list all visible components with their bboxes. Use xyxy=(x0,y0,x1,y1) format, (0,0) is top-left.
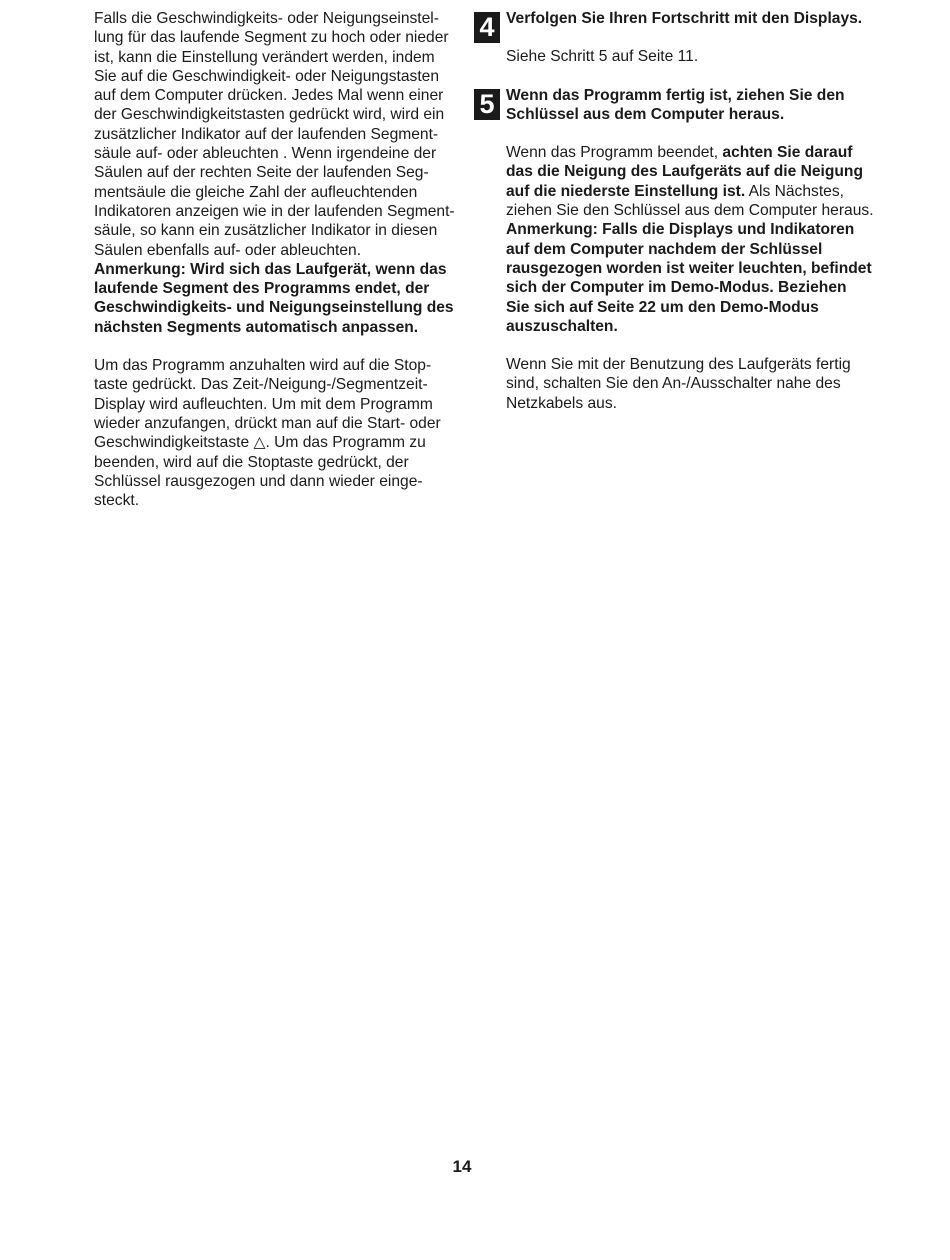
power-off-paragraph: Wenn Sie mit der Benutzung des Laufgeräts fertig sind, schalten Sie den An-/Ausschalter nahe des Netzkabels aus. xyxy=(506,356,851,412)
demo-mode-note: Anmerkung: Falls die Displays und Indikatoren auf dem Computer nachdem der Schlüssel rausgezogen worden ist weiter leuchten, befindet sich der Computer im Demo-Modus. Beziehen Sie sich auf Seite 22 um den Demo-Modus auszuschalten. xyxy=(506,221,872,335)
segment-note: Anmerkung: Wird sich das Laufgerät, wenn das laufende Segment des Programms endet, der Geschwindigkeits- und Neigungseinstellung des nächsten Segments automatisch anpassen. xyxy=(94,260,454,336)
body-text: Wenn das Programm beendet, xyxy=(506,144,723,162)
page-number: 14 xyxy=(452,1157,472,1176)
step-title: Verfolgen Sie Ihren Fortschritt mit den Displays. xyxy=(506,10,863,27)
pause-program-paragraph: Um das Programm anzuhalten wird auf die Stop-taste gedrückt. Das Zeit-/Neigung-/Segmentzeit-Display wird aufleuchten. Um mit dem Programm wieder anzufangen, drückt man auf die Start- oder Geschwindigkeitstaste △. Um das Programm zu beenden, wird auf die Stoptaste gedrückt, der Schlüssel rausgezogen und dann wieder einge-steckt. xyxy=(94,357,441,510)
right-column xyxy=(474,9,874,413)
step-5 xyxy=(474,86,874,413)
step-4 xyxy=(474,9,874,67)
step-number-badge: 4 xyxy=(474,12,500,43)
left-column xyxy=(94,9,456,510)
step-body xyxy=(506,143,874,336)
body-text: Als Nächstes, ziehen Sie den Schlüssel aus dem Computer heraus. xyxy=(506,182,874,220)
step-title: Wenn das Programm fertig ist, ziehen Sie den Schlüssel aus dem Computer heraus. xyxy=(506,86,845,123)
body-emphasis: achten Sie darauf das die Neigung des Laufgeräts auf die Neigung auf die niederste Einstellung ist. xyxy=(506,144,863,200)
step-body: Siehe Schritt 5 auf Seite 11. xyxy=(506,48,699,66)
speed-incline-paragraph: Falls die Geschwindigkeits- oder Neigungseinstel-lung für das laufende Segment zu hoch oder nieder ist, kann die Einstellung verändert werden, indem Sie auf die Geschwindigkeit- oder Neigungstasten auf dem Computer drücken. Jedes Mal wenn einer der Geschwindigkeitstasten gedrückt wird, wird ein zusätzlicher Indikator auf der laufenden Segment-säule auf- oder ableuchten . Wenn irgendeine der Säulen auf der rechten Seite der laufenden Seg-mentsäule die gleiche Zahl der aufleuchtenden Indikatoren anzeigen wie in der laufenden Segment-säule, so kann ein zusätzlicher Indikator in diesen Säulen ebenfalls auf- oder ableuchten. xyxy=(94,10,455,259)
step-number-badge: 5 xyxy=(474,89,500,120)
